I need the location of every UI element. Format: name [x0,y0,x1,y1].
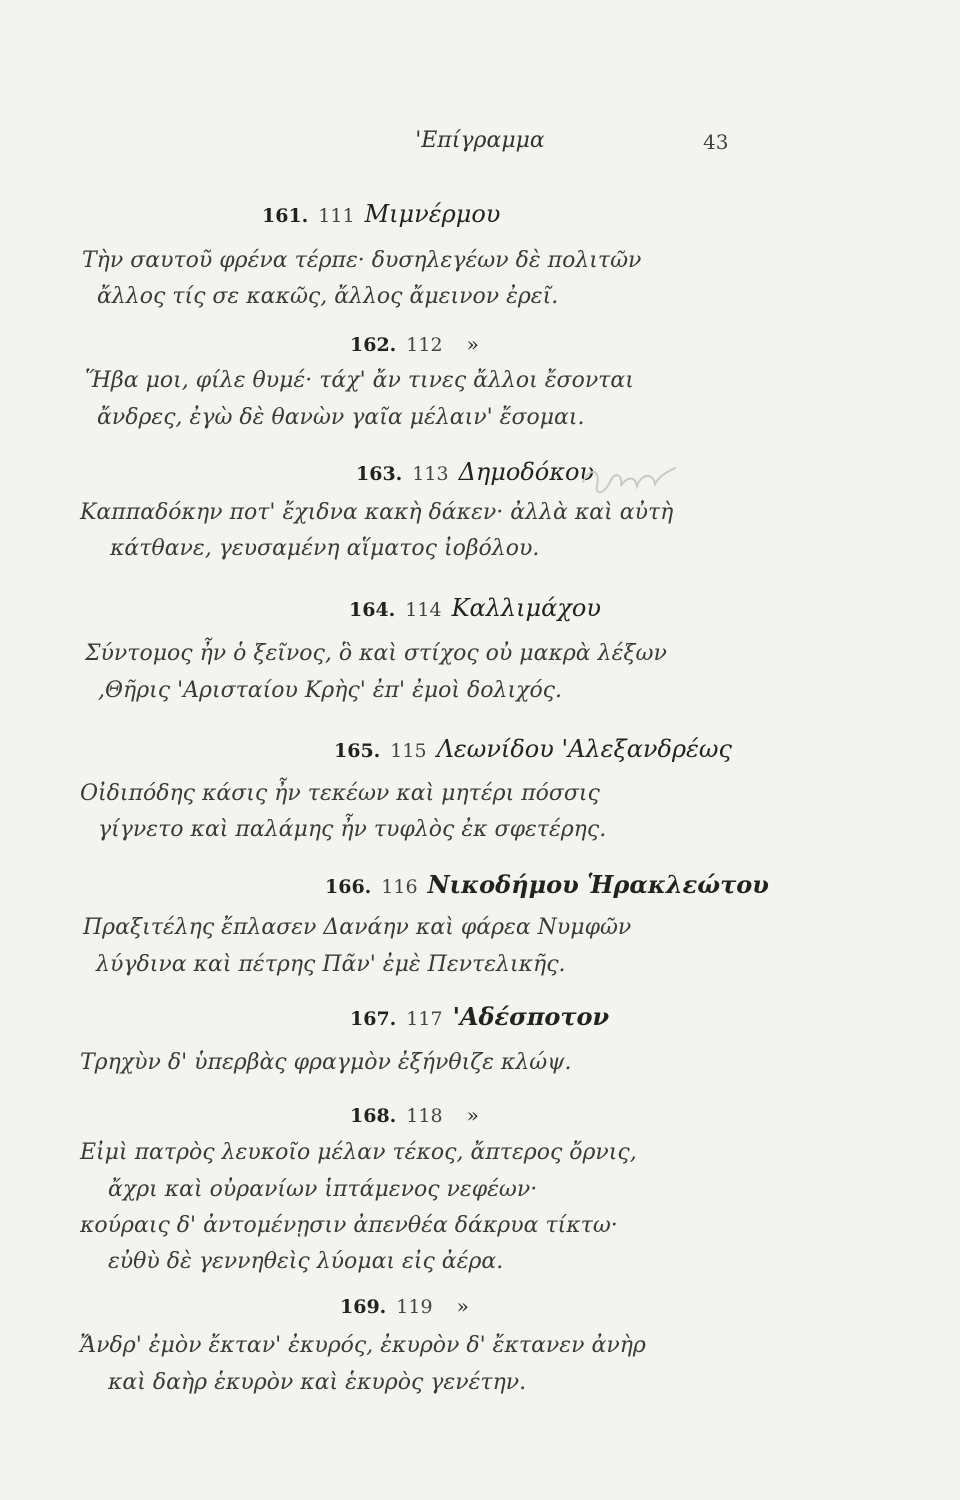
epigram-subnumber: 119 [396,1296,433,1318]
epigram-number: 161 . [262,205,308,227]
epigram-subnumber: 113 [412,463,449,485]
verse-line: κούραις δ' ἀντομένῃσιν ἀπενθέα δάκρυα τίκτω· [80,1213,618,1238]
verse-line: ἄλλος τίς σε κακῶς, ἄλλος ἄμεινον ἐρεῖ. [97,284,559,309]
verse-line: Πραξιτέλης ἔπλασεν Δανάην καὶ φάρεα Νυμφῶν [83,915,632,940]
epigram-heading [350,1002,609,1031]
epigram-subnumber: 111 [318,205,355,227]
epigram-subnumber: 115 [390,740,427,762]
epigram-author: 'Αδέσποτον [452,1002,610,1031]
verse-line: Σύντομος ἦν ὁ ξεῖνος, ὃ καὶ στίχος οὐ μακρὰ λέξων [85,641,667,666]
verse-line: ἄχρι καὶ οὐρανίων ἱπτάμενος νεφέων· [108,1177,538,1202]
epigram-heading [262,200,500,228]
epigram-heading [356,458,594,486]
verse-line: ,Θῆρις 'Αρισταίου Κρὴς' ἐπ' ἐμοὶ δολιχός. [98,678,562,703]
verse-line: Καππαδόκην ποτ' ἔχιδνα κακὴ δάκεν· ἀλλὰ καὶ αὐτὴ [80,500,674,525]
epigram-heading [334,735,732,763]
epigram-subnumber: 112 [406,334,443,356]
epigram-heading [349,594,601,622]
epigram-number: 168 . [350,1105,396,1127]
epigram-number: 163 . [356,463,402,485]
verse-line: Τὴν σαυτοῦ φρένα τέρπε· δυσηλεγέων δὲ πολιτῶν [82,248,642,273]
page-number: 43 [703,130,729,154]
epigram-heading [350,1103,479,1127]
epigram-author: Μιμνέρμου [364,200,501,228]
verse-line: ἄνδρες, ἐγὼ δὲ θανὼν γαῖα μέλαιν' ἔσομαι. [97,405,585,430]
epigram-number: 166 . [325,876,371,898]
verse-line: Ἥβα μοι, φίλε θυμέ· τάχ' ἄν τινες ἄλλοι ἔσονται [85,368,634,393]
verse-line: εὐθὺ δὲ γεννηθεὶς λύομαι εἰς ἀέρα. [108,1249,504,1274]
epigram-author: » [466,1103,479,1127]
epigram-heading [340,1294,469,1318]
epigram-number: 167 . [350,1008,396,1030]
epigram-number: 162 . [350,334,396,356]
verse-line: κάτθανε, γευσαμένη αἵματος ἰοβόλου. [110,536,540,561]
verse-line: γίγνετο καὶ παλάμης ἦν τυφλὸς ἐκ σφετέρης. [98,817,607,842]
running-head: 'Επίγραμμα [415,128,545,153]
epigram-author: Νικοδήμου Ἡρακλεώτου [427,870,769,899]
epigram-number: 165 . [334,740,380,762]
epigram-author: Λεωνίδου 'Αλεξανδρέως [436,735,732,763]
verse-line: Οἰδιπόδης κάσις ἦν τεκέων καὶ μητέρι πόσσις [80,781,600,806]
verse-line: καὶ δαὴρ ἑκυρὸν καὶ ἑκυρὸς γενέτην. [108,1370,527,1395]
epigram-author: » [466,332,479,356]
epigram-number: 164 . [349,599,395,621]
verse-line: Ἄνδρ' ἐμὸν ἔκταν' ἐκυρός, ἐκυρὸν δ' ἔκτανεν ἀνὴρ [80,1333,646,1358]
verse-line: Τρηχὺν δ' ὑπερβὰς φραγμὸν ἐξήνθιζε κλώψ. [80,1050,572,1075]
pencil-annotation-mark [575,462,685,504]
epigram-heading [325,870,769,899]
epigram-subnumber: 117 [406,1008,443,1030]
verse-line: λύγδινα καὶ πέτρης Πᾶν' ἐμὲ Πεντελικῆς. [96,952,566,977]
epigram-author: Καλλιμάχου [451,594,601,622]
epigram-number: 169 . [340,1296,386,1318]
epigram-subnumber: 118 [406,1105,443,1127]
epigram-subnumber: 116 [381,876,418,898]
epigram-author: Δημοδόκου [458,458,594,486]
verse-line: Εἰμὶ πατρὸς λευκοῖο μέλαν τέκος, ἄπτερος ὄρνις, [80,1140,637,1165]
epigram-subnumber: 114 [405,599,442,621]
epigram-heading [350,332,479,356]
epigram-author: » [456,1294,469,1318]
